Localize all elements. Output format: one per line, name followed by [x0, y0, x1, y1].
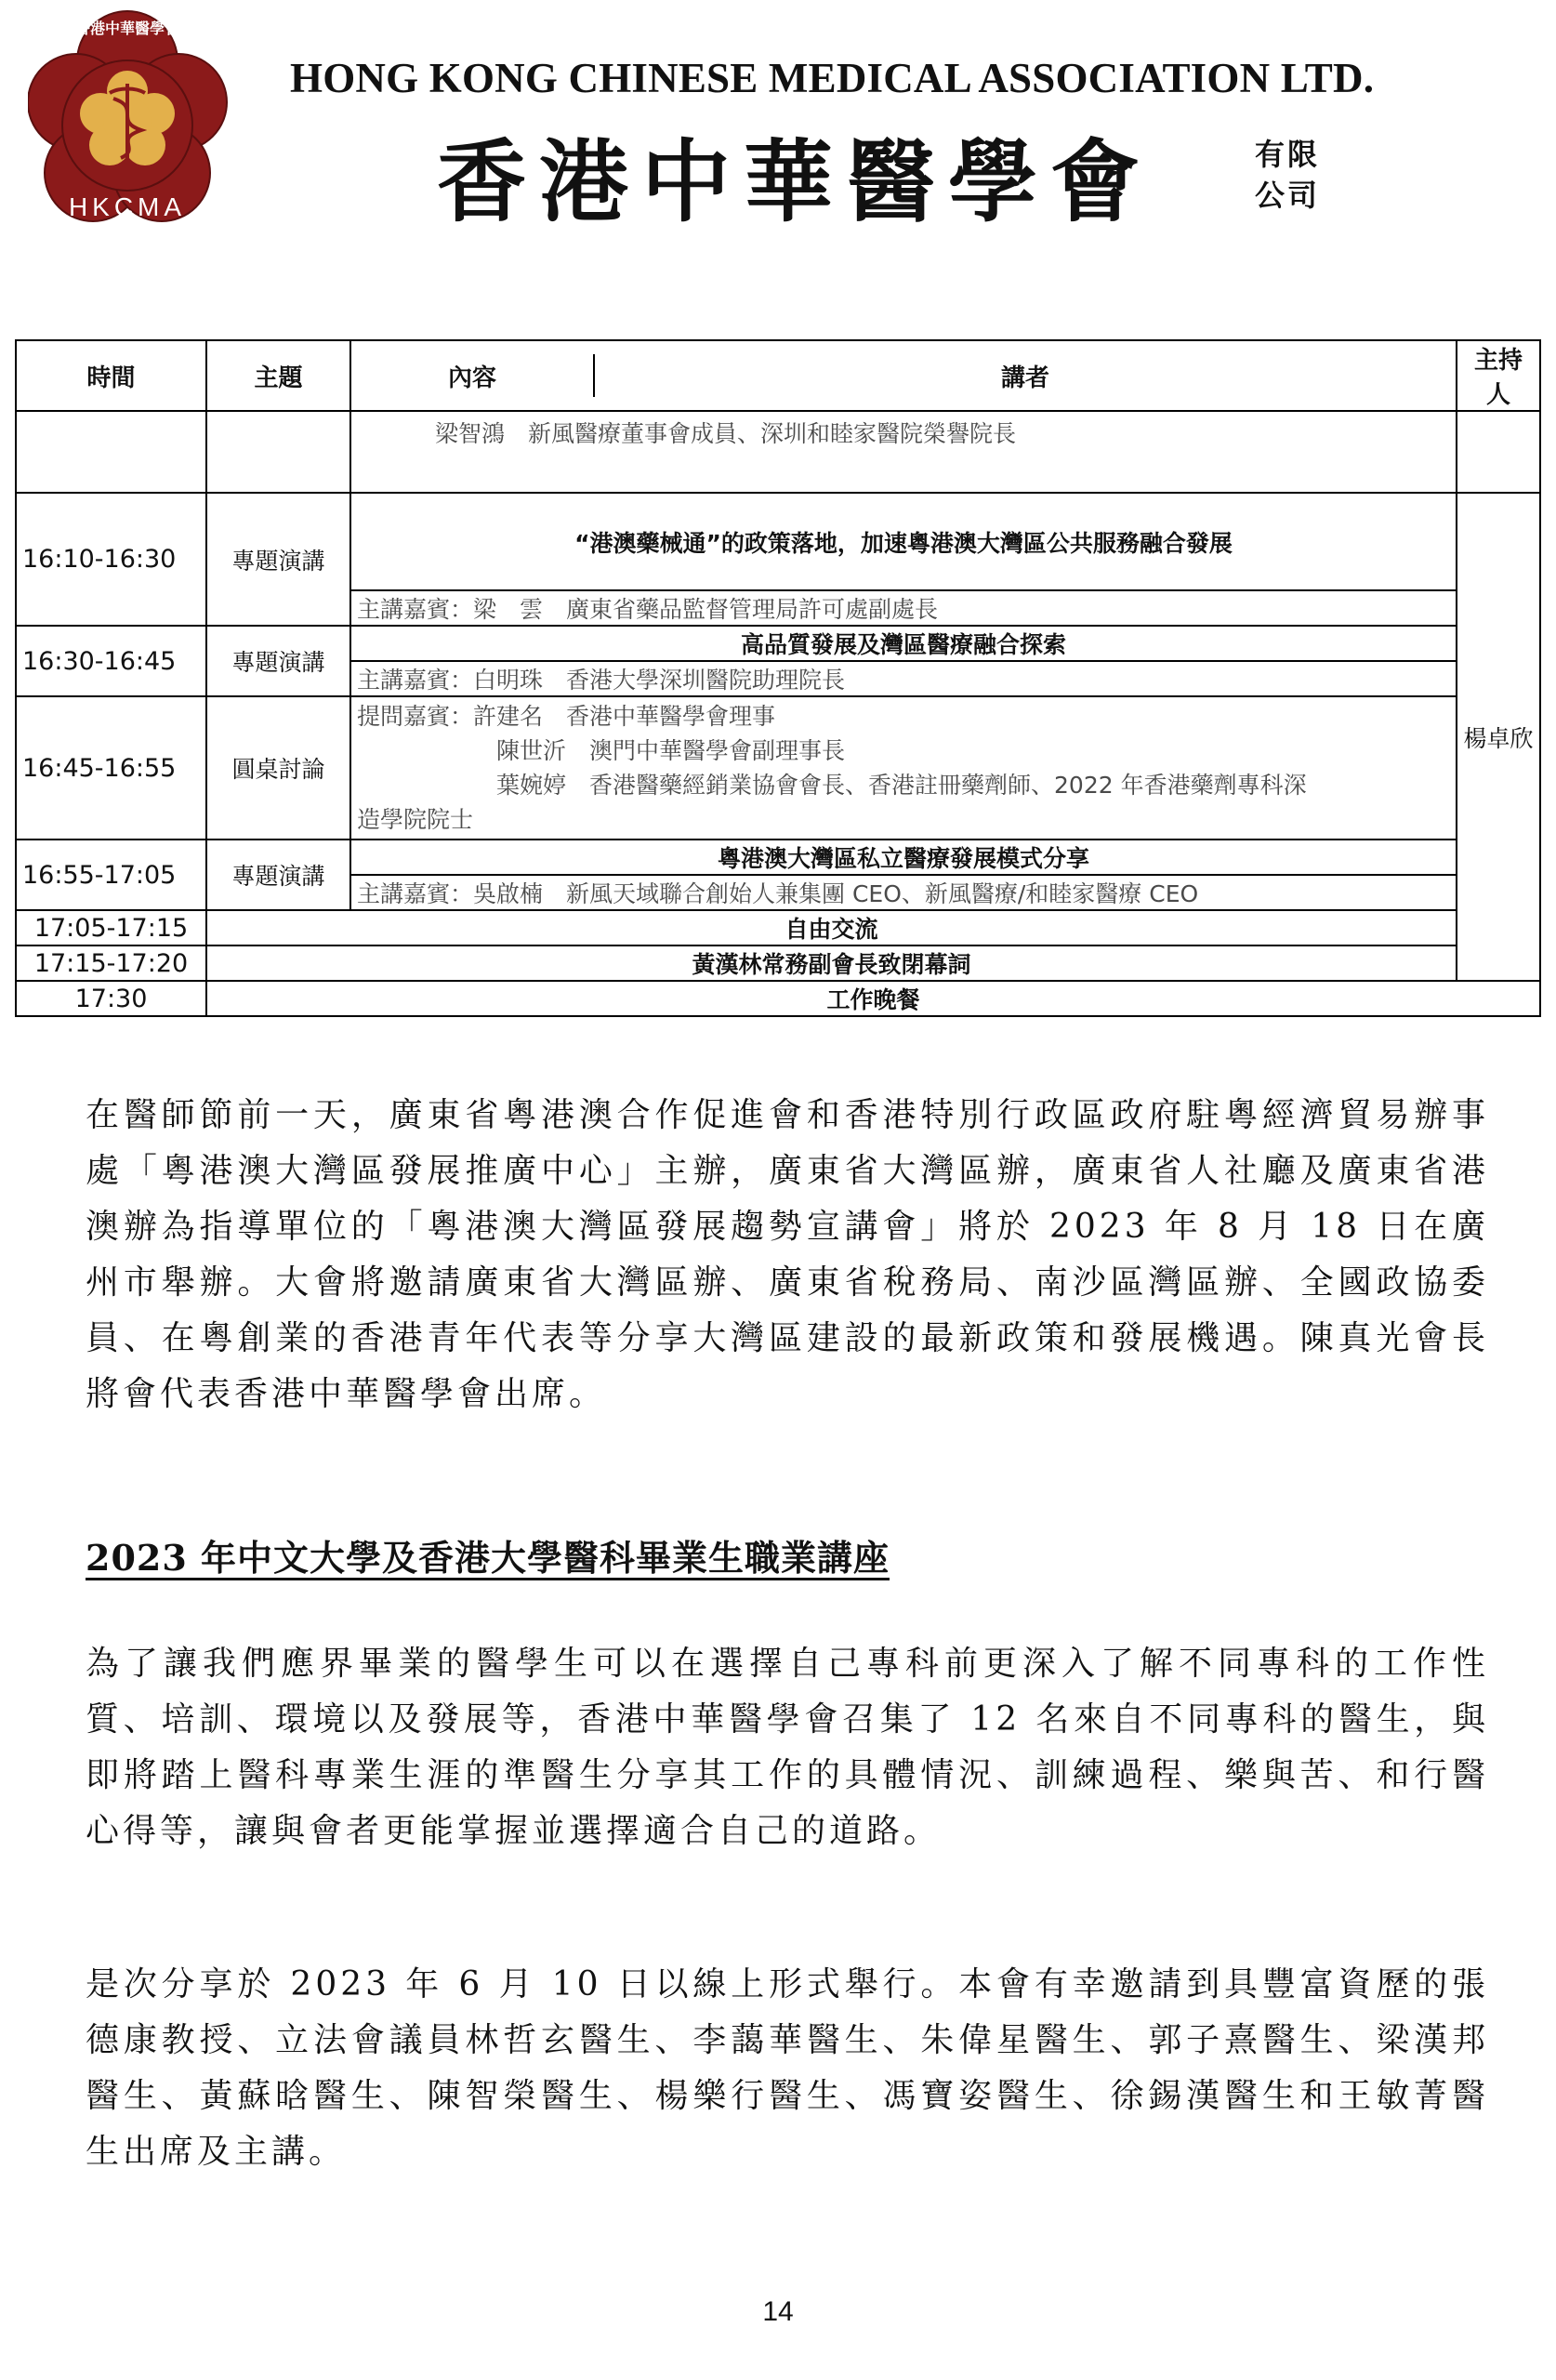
agenda-item: 黃漢林常務副會長致閉幕詞 — [206, 945, 1457, 981]
session-speaker: 主講嘉賓：白明珠 香港大學深圳醫院助理院長 — [350, 661, 1457, 696]
table-row — [16, 945, 1540, 981]
header-time: 時間 — [16, 340, 206, 411]
header-content: 內容 — [351, 354, 595, 397]
session-topic: 粵港澳大灣區私立醫療發展模式分享 — [350, 840, 1457, 875]
organization-suffix-line1: 有限 — [1255, 137, 1321, 172]
section-title-career-talk: 2023 年中文大學及香港大學醫科畢業生職業講座 — [86, 1537, 890, 1579]
table-row — [16, 411, 1540, 493]
page-number: 14 — [762, 2296, 794, 2327]
session-topic: “港澳藥械通”的政策落地，加速粵港澳大灣區公共服務融合發展 — [350, 493, 1457, 590]
organization-suffix-line2: 公司 — [1255, 178, 1321, 213]
table-row — [16, 840, 1540, 875]
paragraph-career-talk-intro: 為了讓我們應界畢業的醫學生可以在選擇自己專科前更深入了解不同專科的工作性質、培訓、環境以及發展等，香港中華醫學會召集了 12 名來自不同專科的醫生，與即將踏上醫科專業生涯的準醫生分享其工作的具體情況、訓練過程、樂與苦、和行醫心得等，讓與會者更能掌握並選擇適合自己的道路。 — [86, 1645, 1489, 1850]
roundtable-guests — [350, 696, 1457, 840]
organization-name-english: HONG KONG CHINESE MEDICAL ASSOCIATION LTD. — [290, 55, 1375, 101]
schedule-table — [15, 339, 1541, 1017]
logo-ring-text: 香港中華醫學會 — [74, 20, 180, 37]
theme-cell: 專題演講 — [206, 493, 350, 626]
header-host: 主持人 — [1457, 340, 1540, 411]
table-row — [16, 626, 1540, 661]
theme-cell: 專題演講 — [206, 840, 350, 910]
agenda-item: 工作晚餐 — [206, 981, 1540, 1016]
organization-suffix — [1255, 134, 1320, 216]
theme-cell-empty — [206, 411, 350, 493]
roundtable-guest-line: 造學院院士 — [357, 806, 474, 833]
table-row — [16, 696, 1540, 840]
header-speaker: 講者 — [1000, 364, 1049, 392]
session-speaker: 主講嘉賓：梁 雲 廣東省藥品監督管理局許可處副處長 — [350, 590, 1457, 626]
host-cell-empty — [1457, 411, 1540, 493]
time-cell: 17:05-17:15 — [16, 910, 206, 945]
hkcma-logo-emblem — [28, 9, 228, 242]
logo-initials: HKCMA — [68, 192, 187, 221]
roundtable-guest-line: 提問嘉賓：許建名 香港中華醫學會理事 — [357, 703, 776, 730]
table-row — [16, 493, 1540, 590]
table-row — [16, 910, 1540, 945]
time-cell: 16:30-16:45 — [16, 626, 206, 696]
time-cell: 17:15-17:20 — [16, 945, 206, 981]
roundtable-guest-line: 陳世沂 澳門中華醫學會副理事長 — [496, 737, 846, 764]
time-cell-empty — [16, 411, 206, 493]
table-header-row — [16, 340, 1540, 411]
time-cell: 16:45-16:55 — [16, 696, 206, 840]
time-cell: 16:10-16:30 — [16, 493, 206, 626]
hkcma-logo — [28, 9, 228, 242]
roundtable-guest-line: 葉婉婷 香港醫藥經銷業協會會長、香港註冊藥劑師、2022 年香港藥劑專科深 — [496, 772, 1307, 799]
paragraph-career-talk-speakers: 是次分享於 2023 年 6 月 10 日以線上形式舉行。本會有幸邀請到具豐富資歷的張德康教授、立法會議員林哲玄醫生、李藹華醫生、朱偉星醫生、郭子熹醫生、梁漢邦醫生、黃蘇晗醫生、陳智榮醫生、楊樂行醫生、馮寶姿醫生、徐錫漢醫生和王敏菁醫生出席及主講。 — [86, 1965, 1489, 2171]
header-content-speaker — [350, 340, 1457, 411]
header-theme: 主題 — [206, 340, 350, 411]
session-topic: 高品質發展及灣區醫療融合探索 — [350, 626, 1457, 661]
continued-speaker: 梁智鴻 新風醫療董事會成員、深圳和睦家醫院榮譽院長 — [350, 411, 1457, 493]
organization-name-chinese: 香港中華醫學會 — [437, 130, 1153, 234]
table-row — [16, 981, 1540, 1016]
time-cell: 17:30 — [16, 981, 206, 1016]
host-cell: 楊卓欣 — [1457, 493, 1540, 981]
agenda-item: 自由交流 — [206, 910, 1457, 945]
theme-cell: 圓桌討論 — [206, 696, 350, 840]
time-cell: 16:55-17:05 — [16, 840, 206, 910]
theme-cell: 專題演講 — [206, 626, 350, 696]
session-speaker: 主講嘉賓：吳啟楠 新風天域聯合創始人兼集團 CEO、新風醫療/和睦家醫療 CEO — [350, 875, 1457, 910]
paragraph-gba-forum: 在醫師節前一天，廣東省粵港澳合作促進會和香港特別行政區政府駐粵經濟貿易辦事處「粵港澳大灣區發展推廣中心」主辦，廣東省大灣區辦，廣東省人社廳及廣東省港澳辦為指導單位的「粵港澳大灣區發展趨勢宣講會」將於 2023 年 8 月 18 日在廣州市舉辦。大會將邀請廣東省大灣區辦、廣東省稅務局、南沙區灣區辦、全國政協委員、在粵創業的香港青年代表等分享大灣區建設的最新政策和發展機遇。陳真光會長將會代表香港中華醫學會出席。 — [86, 1096, 1489, 1413]
